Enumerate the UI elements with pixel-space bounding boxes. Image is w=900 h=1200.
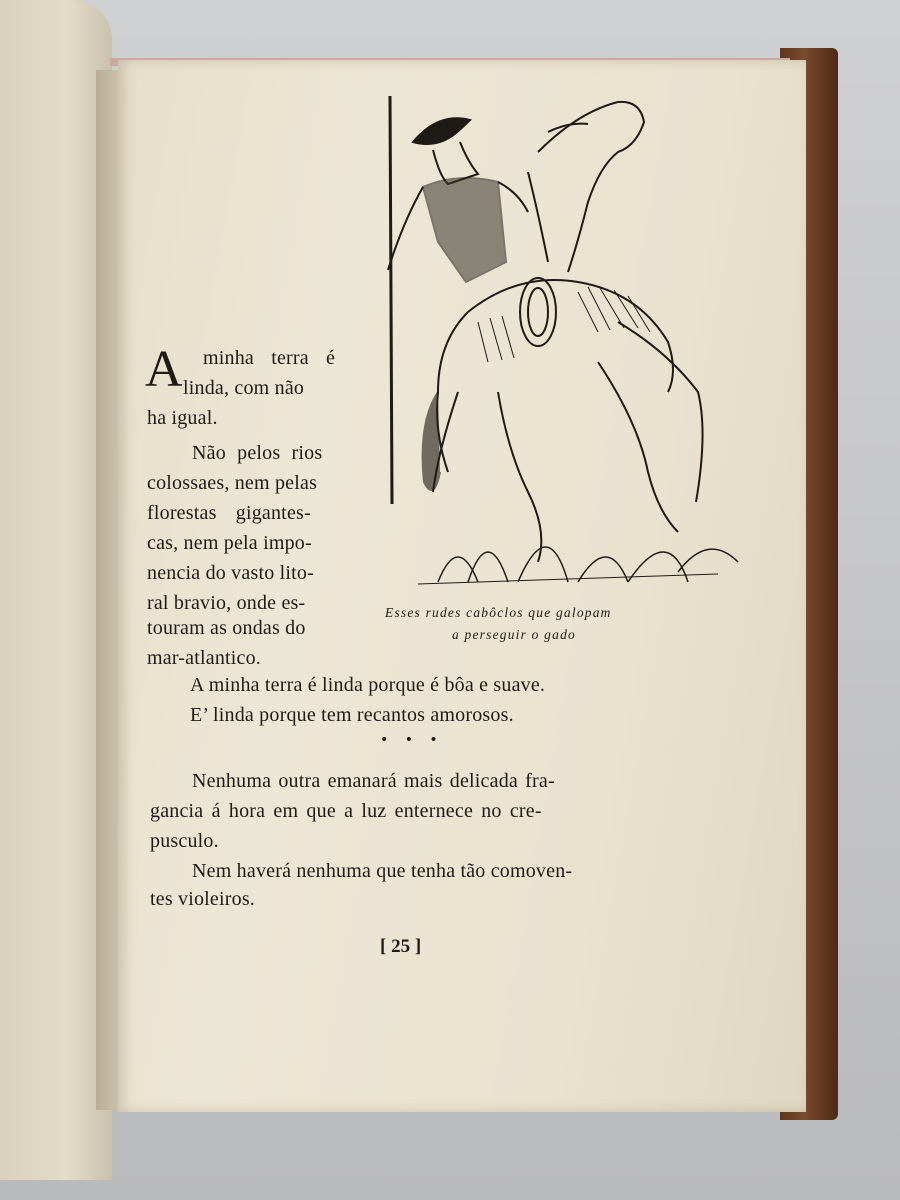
para2-line7: touram as ondas do <box>147 617 306 639</box>
para2-line4: cas, nem pela impo- <box>147 532 312 554</box>
para6-line2: tes violeiros. <box>150 888 256 910</box>
para2-line8: mar-atlantico. <box>147 647 262 669</box>
para1-line1: minha terra é <box>203 347 336 369</box>
drop-cap-letter: A <box>145 341 183 398</box>
para5-line1: Nenhuma outra emanará mais delicada fra- <box>192 770 555 792</box>
para1-line2: linda, com não <box>183 377 305 399</box>
para6-line1: Nem haverá nenhuma que tenha tão comoven- <box>192 860 573 882</box>
para3-line: A minha terra é linda porque é bôa e suave. <box>190 674 546 696</box>
para2-line1: Não pelos rios <box>192 442 323 464</box>
section-ornament: • • • <box>380 732 444 748</box>
illustration-caption-line2: a perseguir o gado <box>452 627 576 642</box>
illustration-caption-line1: Esses rudes cabôclos que galopam <box>385 605 612 620</box>
page-number: [ 25 ] <box>380 936 422 957</box>
para2-line5: nencia do vasto lito- <box>147 562 314 584</box>
para5-line2: gancia á hora em que a luz enternece no cre- <box>150 800 542 822</box>
para2-line2: colossaes, nem pelas <box>147 472 318 494</box>
para5-line3: pusculo. <box>150 830 219 852</box>
para2-line6: ral bravio, onde es- <box>147 592 306 614</box>
para1-line3: ha igual. <box>147 407 218 429</box>
para2-line3: florestas gigantes- <box>147 502 311 524</box>
rider-on-horse-illustration <box>378 92 748 592</box>
para4-line: E’ linda porque tem recantos amorosos. <box>190 704 514 726</box>
